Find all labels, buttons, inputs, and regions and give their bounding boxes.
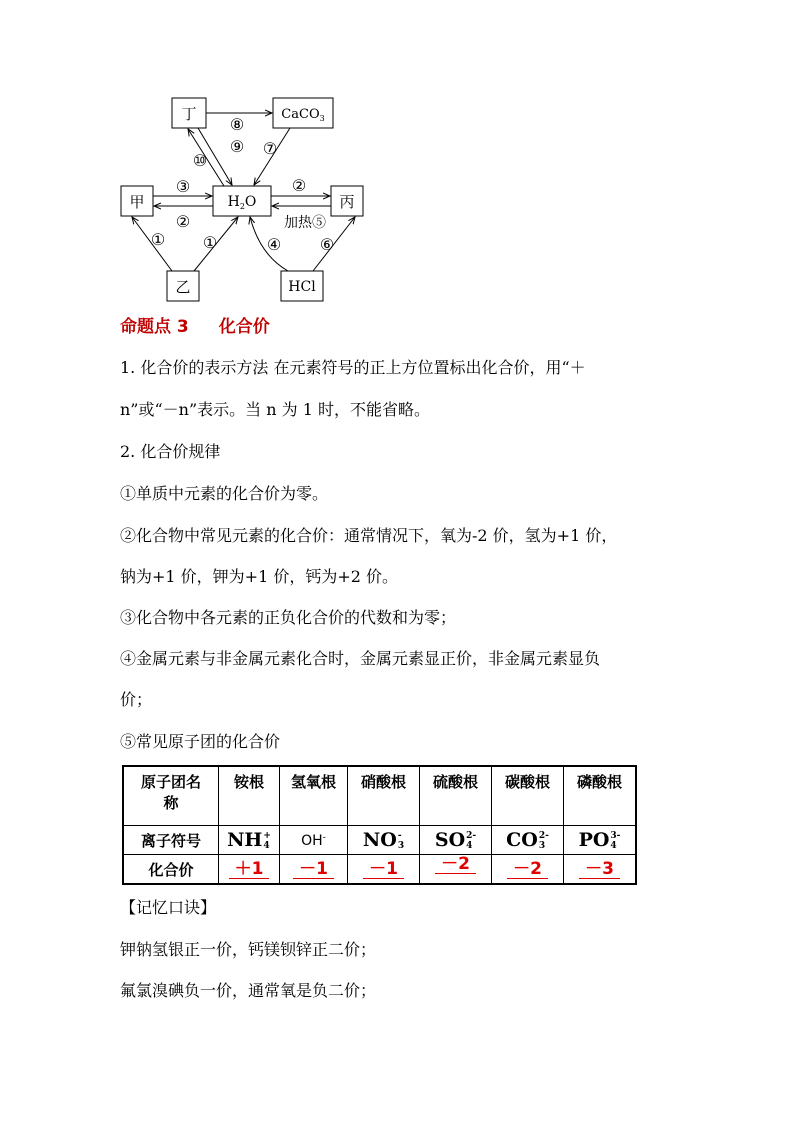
- valence-hydroxide: －1: [280, 855, 348, 885]
- name-hydroxide: 氢氧根: [280, 766, 348, 826]
- formula-hydroxide: OH-: [280, 826, 348, 855]
- node-ding: 丁: [181, 105, 197, 123]
- paragraph-1-line-1: 1. 化合价的表示方法 在元素符号的正上方位置标出化合价，用“＋: [120, 358, 586, 377]
- node-jia: 甲: [129, 193, 145, 211]
- section-heading: [120, 312, 270, 337]
- rule-1: ①单质中元素的化合价为零。: [120, 484, 329, 503]
- node-h2o-box: [213, 186, 271, 216]
- valence-ammonium: ＋1: [219, 855, 280, 885]
- label-4: ④: [266, 235, 282, 254]
- formula-phosphate: PO 3- 4: [564, 826, 637, 855]
- reaction-diagram: [100, 90, 380, 305]
- label-1-left: ①: [150, 230, 166, 249]
- formula-nitrate: NO - 3: [348, 826, 420, 855]
- row-label-valence: 化合价: [123, 855, 219, 885]
- valence-carbonate: －2: [492, 855, 564, 885]
- label-2-right: ②: [291, 176, 307, 195]
- name-carbonate: 碳酸根: [492, 766, 564, 826]
- section-label: 命题点 3: [120, 317, 189, 337]
- rule-2-line-1: ②化合物中常见元素的化合价：通常情况下，氧为-2 价，氢为+1 价，: [120, 526, 618, 545]
- table-row-names: [123, 766, 636, 826]
- name-ammonium: 铵根: [219, 766, 280, 826]
- rule-4-line-1: ④金属元素与非金属元素化合时，金属元素显正价，非金属元素显负: [120, 649, 601, 668]
- name-sulfate: 硫酸根: [420, 766, 492, 826]
- formula-ammonium: NH + 4: [219, 826, 280, 855]
- mnemonic-line-2: 氟氯溴碘负一价，通常氧是负二价；: [120, 981, 377, 1000]
- rule-5: ⑤常见原子团的化合价: [120, 732, 281, 751]
- mnemonic-line-1: 钾钠氢银正一价，钙镁钡锌正二价；: [120, 940, 377, 959]
- name-nitrate: 硝酸根: [348, 766, 420, 826]
- label-2-left: ②: [175, 212, 191, 231]
- mnemonic-heading: 【记忆口诀】: [120, 898, 217, 917]
- label-1-right: ①: [202, 233, 218, 252]
- node-caco3: CaCO$_3$: [281, 107, 325, 123]
- table-row-symbols: [123, 826, 636, 855]
- node-h2o: $H_2O$: [227, 194, 257, 211]
- row-label-symbol: 离子符号: [123, 826, 219, 855]
- valence-sulfate: －2: [420, 855, 492, 885]
- valence-phosphate: －3: [564, 855, 637, 885]
- formula-carbonate: CO 2- 3: [492, 826, 564, 855]
- table-header-cell: 原子团名 称: [123, 766, 219, 826]
- table-row-valences: [123, 855, 636, 885]
- section-title: 化合价: [218, 317, 270, 337]
- label-6: ⑥: [319, 235, 335, 254]
- node-bing: 丙: [339, 193, 355, 211]
- paragraph-1-line-2: n”或“－n”表示。当 n 为 1 时，不能省略。: [120, 400, 430, 419]
- label-8: ⑧: [229, 115, 245, 134]
- paragraph-2: 2. 化合价规律: [120, 442, 221, 461]
- label-10: ⑩: [192, 151, 208, 170]
- node-yi: 乙: [175, 278, 191, 296]
- label-heat-5: 加热⑤: [284, 215, 326, 231]
- label-7: ⑦: [262, 139, 278, 158]
- rule-2-line-2: 钠为+1 价，钾为+1 价，钙为+2 价。: [120, 567, 399, 586]
- rule-3: ③化合物中各元素的正负化合价的代数和为零；: [120, 608, 457, 627]
- name-phosphate: 磷酸根: [564, 766, 637, 826]
- radical-valence-table: [122, 765, 637, 885]
- label-3: ③: [175, 177, 191, 196]
- label-9: ⑨: [229, 137, 245, 156]
- node-hcl: HCl: [288, 279, 316, 295]
- valence-nitrate: －1: [348, 855, 420, 885]
- formula-sulfate: SO 2- 4: [420, 826, 492, 855]
- rule-4-line-2: 价；: [120, 690, 153, 709]
